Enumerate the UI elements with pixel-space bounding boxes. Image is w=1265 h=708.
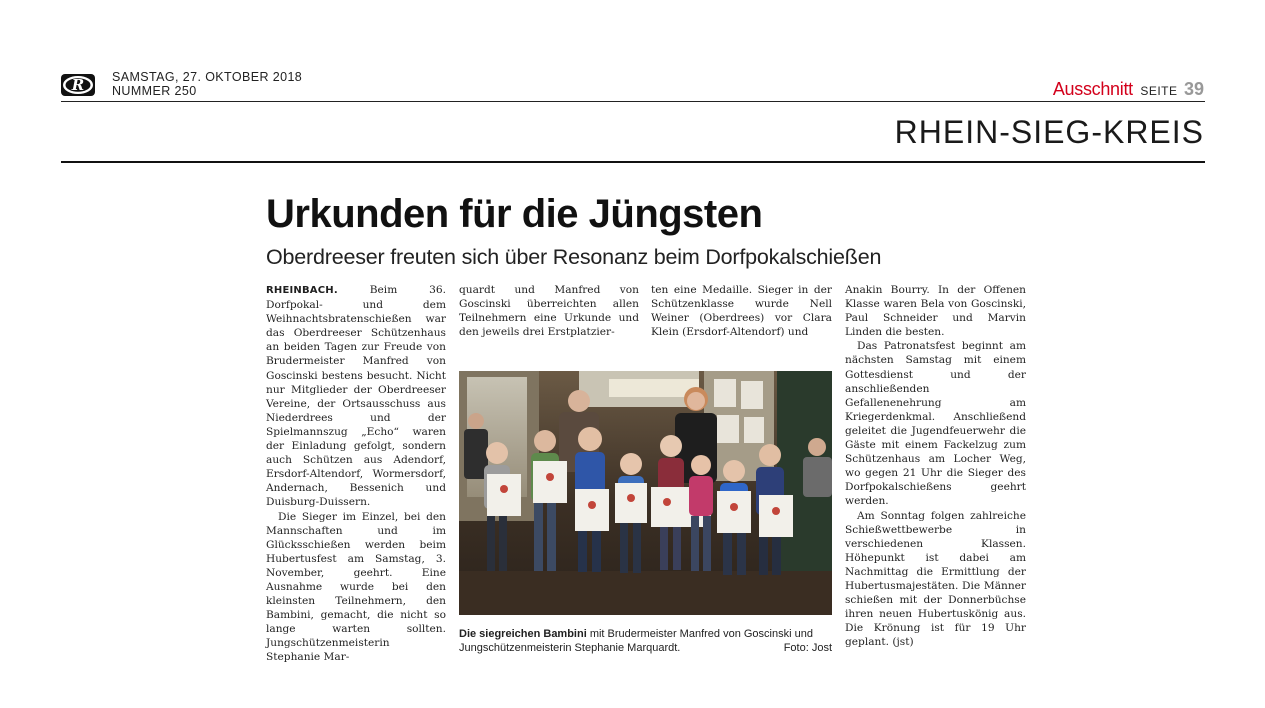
section-title: RHEIN-SIEG-KREIS [894,114,1204,150]
article-subheadline: Oberdreeser freuten sich über Resonanz beim Dorfpokalschießen [266,245,882,269]
issue-meta [112,70,302,98]
dateline: RHEINBACH. [266,285,338,296]
article-column-3 [651,283,832,339]
paragraph: Am Sonntag folgen zahlreiche Schießwettbewerbe in verschiedenen Klassen. Höhepunkt ist dabei am Nachmittag die Ermittlung der Hubertusmajestäten. Die Männer schießen mit der Donnerbüchse ihren neuen Hubertuskönig aus. Die Krönung ist für 19 Uhr geplant. (jst) [845,509,1026,649]
newspaper-logo [61,74,95,96]
header-rule [61,101,1205,102]
newspaper-r-logo-icon [61,74,95,96]
paragraph: quardt und Manfred von Goscinski überreichten allen Teilnehmern eine Urkunde und den jeweils drei Erstplatzier- [459,284,639,339]
article-column-1 [266,283,446,665]
paragraph: Das Patronatsfest beginnt am nächsten Samstag mit einem Gottesdienst und der anschließenden Gefallenenehrung am Kriegerdenkmal. Anschließend geleitet die Jugendfeuerwehr die Gäste mit einem Fackelzug zum Schützenhaus am Locher Weg, wo gegen 21 Uhr die Sieger des Dorfpokalschießens geehrt werden. [845,340,1026,508]
caption-lead: Die siegreichen Bambini [459,628,587,640]
photo-caption [459,627,832,655]
clipping-label-text: Ausschnitt [1052,79,1133,99]
paragraph: Anakin Bourry. In der Offenen Klasse waren Bela von Goscinski, Paul Schneider und Marvin Linden die besten. [845,284,1026,339]
group-photo-illustration [459,371,832,615]
issue-date: SAMSTAG, 27. OKTOBER 2018 [112,70,303,84]
page-label: SEITE [1140,84,1178,98]
paragraph: Die Sieger im Einzel, bei den Mannschaften und im Glücksschießen werden beim Hubertusfest am Samstag, 3. November, geehrt. Eine Ausnahme wurde bei den kleinsten Teilnehmern, den Bambini, gemacht, die nicht so lange warten sollten. Jungschützenmeisterin Stephanie Mar- [266,510,446,664]
page-number: 39 [1183,79,1204,99]
clipping-label [1053,79,1204,100]
article-headline: Urkunden für die Jüngsten [266,192,763,236]
issue-number: NUMMER 250 [112,84,197,98]
paragraph: Beim 36. Dorfpokal- und dem Weihnachtsbratenschießen war das Oberdreeser Schützenhaus an beiden Tagen zur Freude von Brudermeister Manfred von Goscinski bestens besucht. Nicht nur Mitglieder der Oberdreeser Vereine, der Ortsausschuss aus Niederdrees und der Spielmannszug „Echo“ waren der Einladung gefolgt, sondern auch Schützen aus Adendorf, Ersdorf-Altendorf, Wormersdorf, Andernach, Bessenich und Duisburg-Duissern. [266,284,446,509]
section-rule [61,161,1205,163]
article-photo [459,371,832,615]
caption-text: mit Brudermeister Manfred von Goscinski und Jungschützenmeisterin Stephanie Marquardt. [459,628,813,654]
article-column-2 [459,283,639,339]
svg-text:R: R [71,76,85,94]
photo-credit: Foto: Jost [783,642,832,654]
paragraph: ten eine Medaille. Sieger in der Schützenklasse wurde Nell Weiner (Oberdrees) vor Clara Klein (Ersdorf-Altendorf) und [651,284,832,339]
article-column-4 [845,283,1026,649]
